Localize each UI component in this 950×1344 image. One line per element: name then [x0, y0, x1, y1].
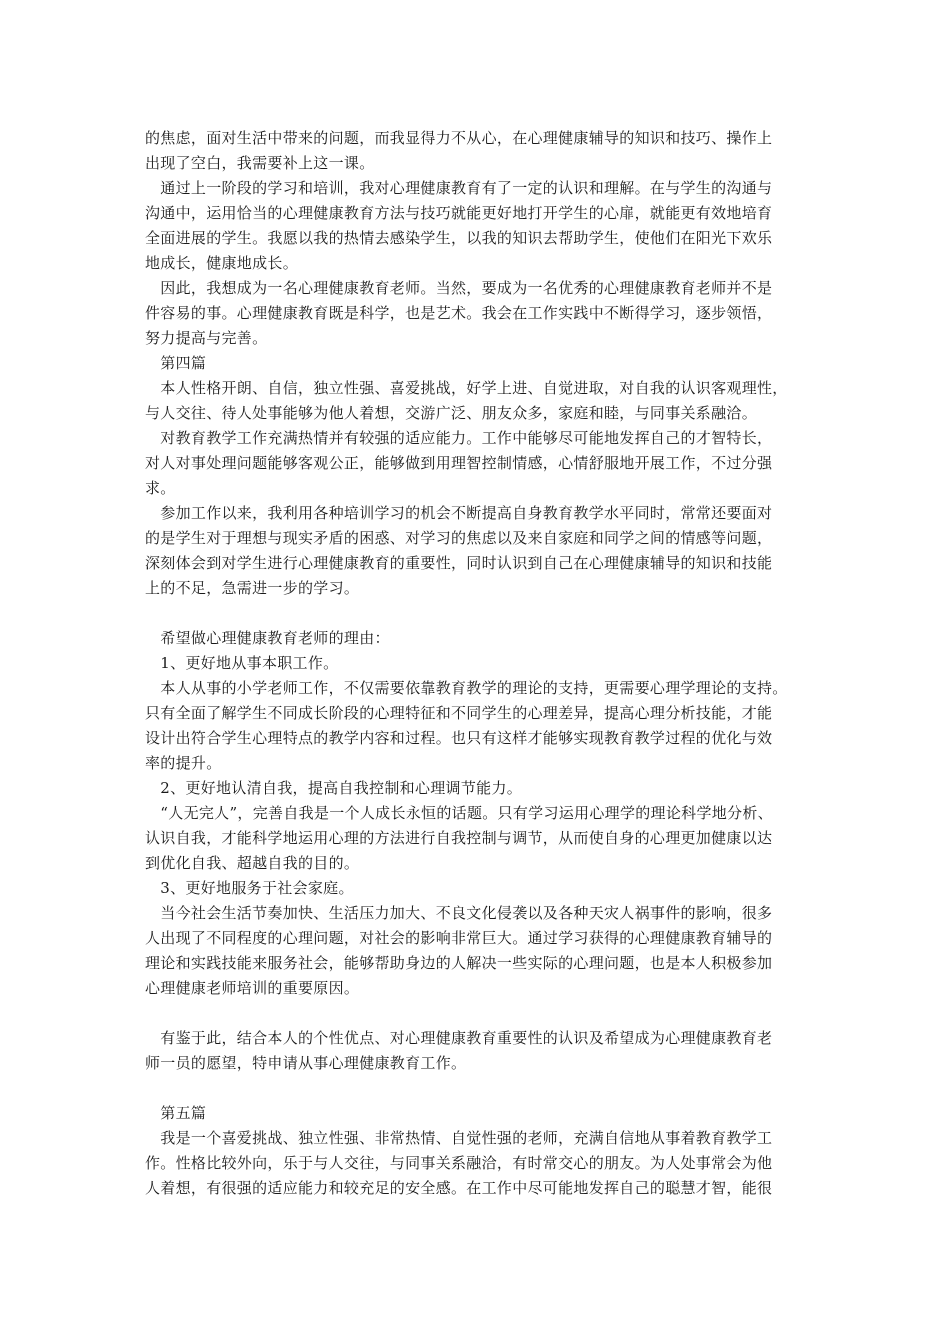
text-line: 作。性格比较外向，乐于与人交往，与同事关系融洽，有时常交心的朋友。为人处事常会为他 [145, 1154, 773, 1172]
text-line: 理论和实践技能来服务社会，能够帮助身边的人解决一些实际的心理问题，也是本人积极参加 [145, 954, 773, 972]
text-line: 因此，我想成为一名心理健康教育老师。当然，要成为一名优秀的心理健康教育老师并不是 [145, 279, 773, 297]
blank-line [145, 601, 810, 626]
text-line: 1、更好地从事本职工作。 [145, 654, 339, 672]
text-line: 认识自我，才能科学地运用心理的方法进行自我控制与调节，从而使自身的心理更加健康以达 [145, 829, 773, 847]
text-line: 的焦虑，面对生活中带来的问题，而我显得力不从心，在心理健康辅导的知识和技巧、操作上 [145, 129, 773, 147]
text-line: 心理健康老师培训的重要原因。 [145, 979, 360, 997]
text-line: 通过上一阶段的学习和培训，我对心理健康教育有了一定的认识和理解。在与学生的沟通与 [145, 179, 773, 197]
text-line: 地成长，健康地成长。 [145, 254, 299, 272]
text-line: 与人交往、待人处事能够为他人着想，交游广泛、朋友众多，家庭和睦，与同事关系融洽。 [145, 404, 758, 422]
text-line: “人无完人”，完善自我是一个人成长永恒的话题。只有学习运用心理学的理论科学地分析、 [145, 804, 773, 822]
text-line: 沟通中，运用恰当的心理健康教育方法与技巧就能更好地打开学生的心扉，就能更有效地培育 [145, 204, 773, 222]
text-line: 参加工作以来，我利用各种培训学习的机会不断提高自身教育教学水平同时，常常还要面对 [145, 504, 773, 522]
text-line: 对教育教学工作充满热情并有较强的适应能力。工作中能够尽可能地发挥自己的才智特长， [145, 429, 773, 447]
text-line: 求。 [145, 479, 176, 497]
text-line: 有鉴于此，结合本人的个性优点、对心理健康教育重要性的认识及希望成为心理健康教育老 [145, 1029, 773, 1047]
blank-line [145, 1076, 810, 1101]
text-line: 出现了空白，我需要补上这一课。 [145, 154, 375, 172]
text-line: 我是一个喜爱挑战、独立性强、非常热情、自觉性强的老师，充满自信地从事着教育教学工 [145, 1129, 773, 1147]
text-line: 率的提升。 [145, 754, 222, 772]
text-line: 第四篇 [145, 354, 207, 372]
text-line: 深刻体会到对学生进行心理健康教育的重要性，同时认识到自己在心理健康辅导的知识和技能 [145, 554, 773, 572]
text-line: 第五篇 [145, 1104, 207, 1122]
text-line: 2、更好地认清自我，提高自我控制和心理调节能力。 [145, 779, 523, 797]
text-line: 设计出符合学生心理特点的教学内容和过程。也只有这样才能够实现教育教学过程的优化与效 [145, 729, 773, 747]
text-line: 3、更好地服务于社会家庭。 [145, 879, 354, 897]
text-line: 希望做心理健康教育老师的理由： [145, 629, 390, 647]
text-line: 本人性格开朗、自信，独立性强、喜爱挑战，好学上进、自觉进取，对自我的认识客观理性， [145, 379, 788, 397]
text-line: 只有全面了解学生不同成长阶段的心理特征和不同学生的心理差异，提高心理分析技能，才能 [145, 704, 773, 722]
text-line: 当今社会生活节奏加快、生活压力加大、不良文化侵袭以及各种天灾人祸事件的影响，很多 [145, 904, 773, 922]
text-line: 对人对事处理问题能够客观公正，能够做到用理智控制情感，心情舒服地开展工作，不过分强 [145, 454, 773, 472]
text-line: 人着想，有很强的适应能力和较充足的安全感。在工作中尽可能地发挥自己的聪慧才智，能很 [145, 1179, 773, 1197]
text-line: 师一员的愿望，特申请从事心理健康教育工作。 [145, 1054, 467, 1072]
text-line: 努力提高与完善。 [145, 329, 268, 347]
text-line: 的是学生对于理想与现实矛盾的困惑、对学习的焦虑以及来自家庭和同学之间的情感等问题， [145, 529, 773, 547]
text-line: 上的不足，急需进一步的学习。 [145, 579, 360, 597]
blank-line [145, 1001, 810, 1026]
text-line: 件容易的事。心理健康教育既是科学，也是艺术。我会在工作实践中不断得学习，逐步领悟， [145, 304, 773, 322]
text-line: 人出现了不同程度的心理问题，对社会的影响非常巨大。通过学习获得的心理健康教育辅导的 [145, 929, 773, 947]
document-page [145, 126, 810, 1201]
text-line: 本人从事的小学老师工作，不仅需要依靠教育教学的理论的支持，更需要心理学理论的支持。 [145, 679, 788, 697]
text-line: 全面进展的学生。我愿以我的热情去感染学生，以我的知识去帮助学生，使他们在阳光下欢乐 [145, 229, 773, 247]
text-line: 到优化自我、超越自我的目的。 [145, 854, 360, 872]
